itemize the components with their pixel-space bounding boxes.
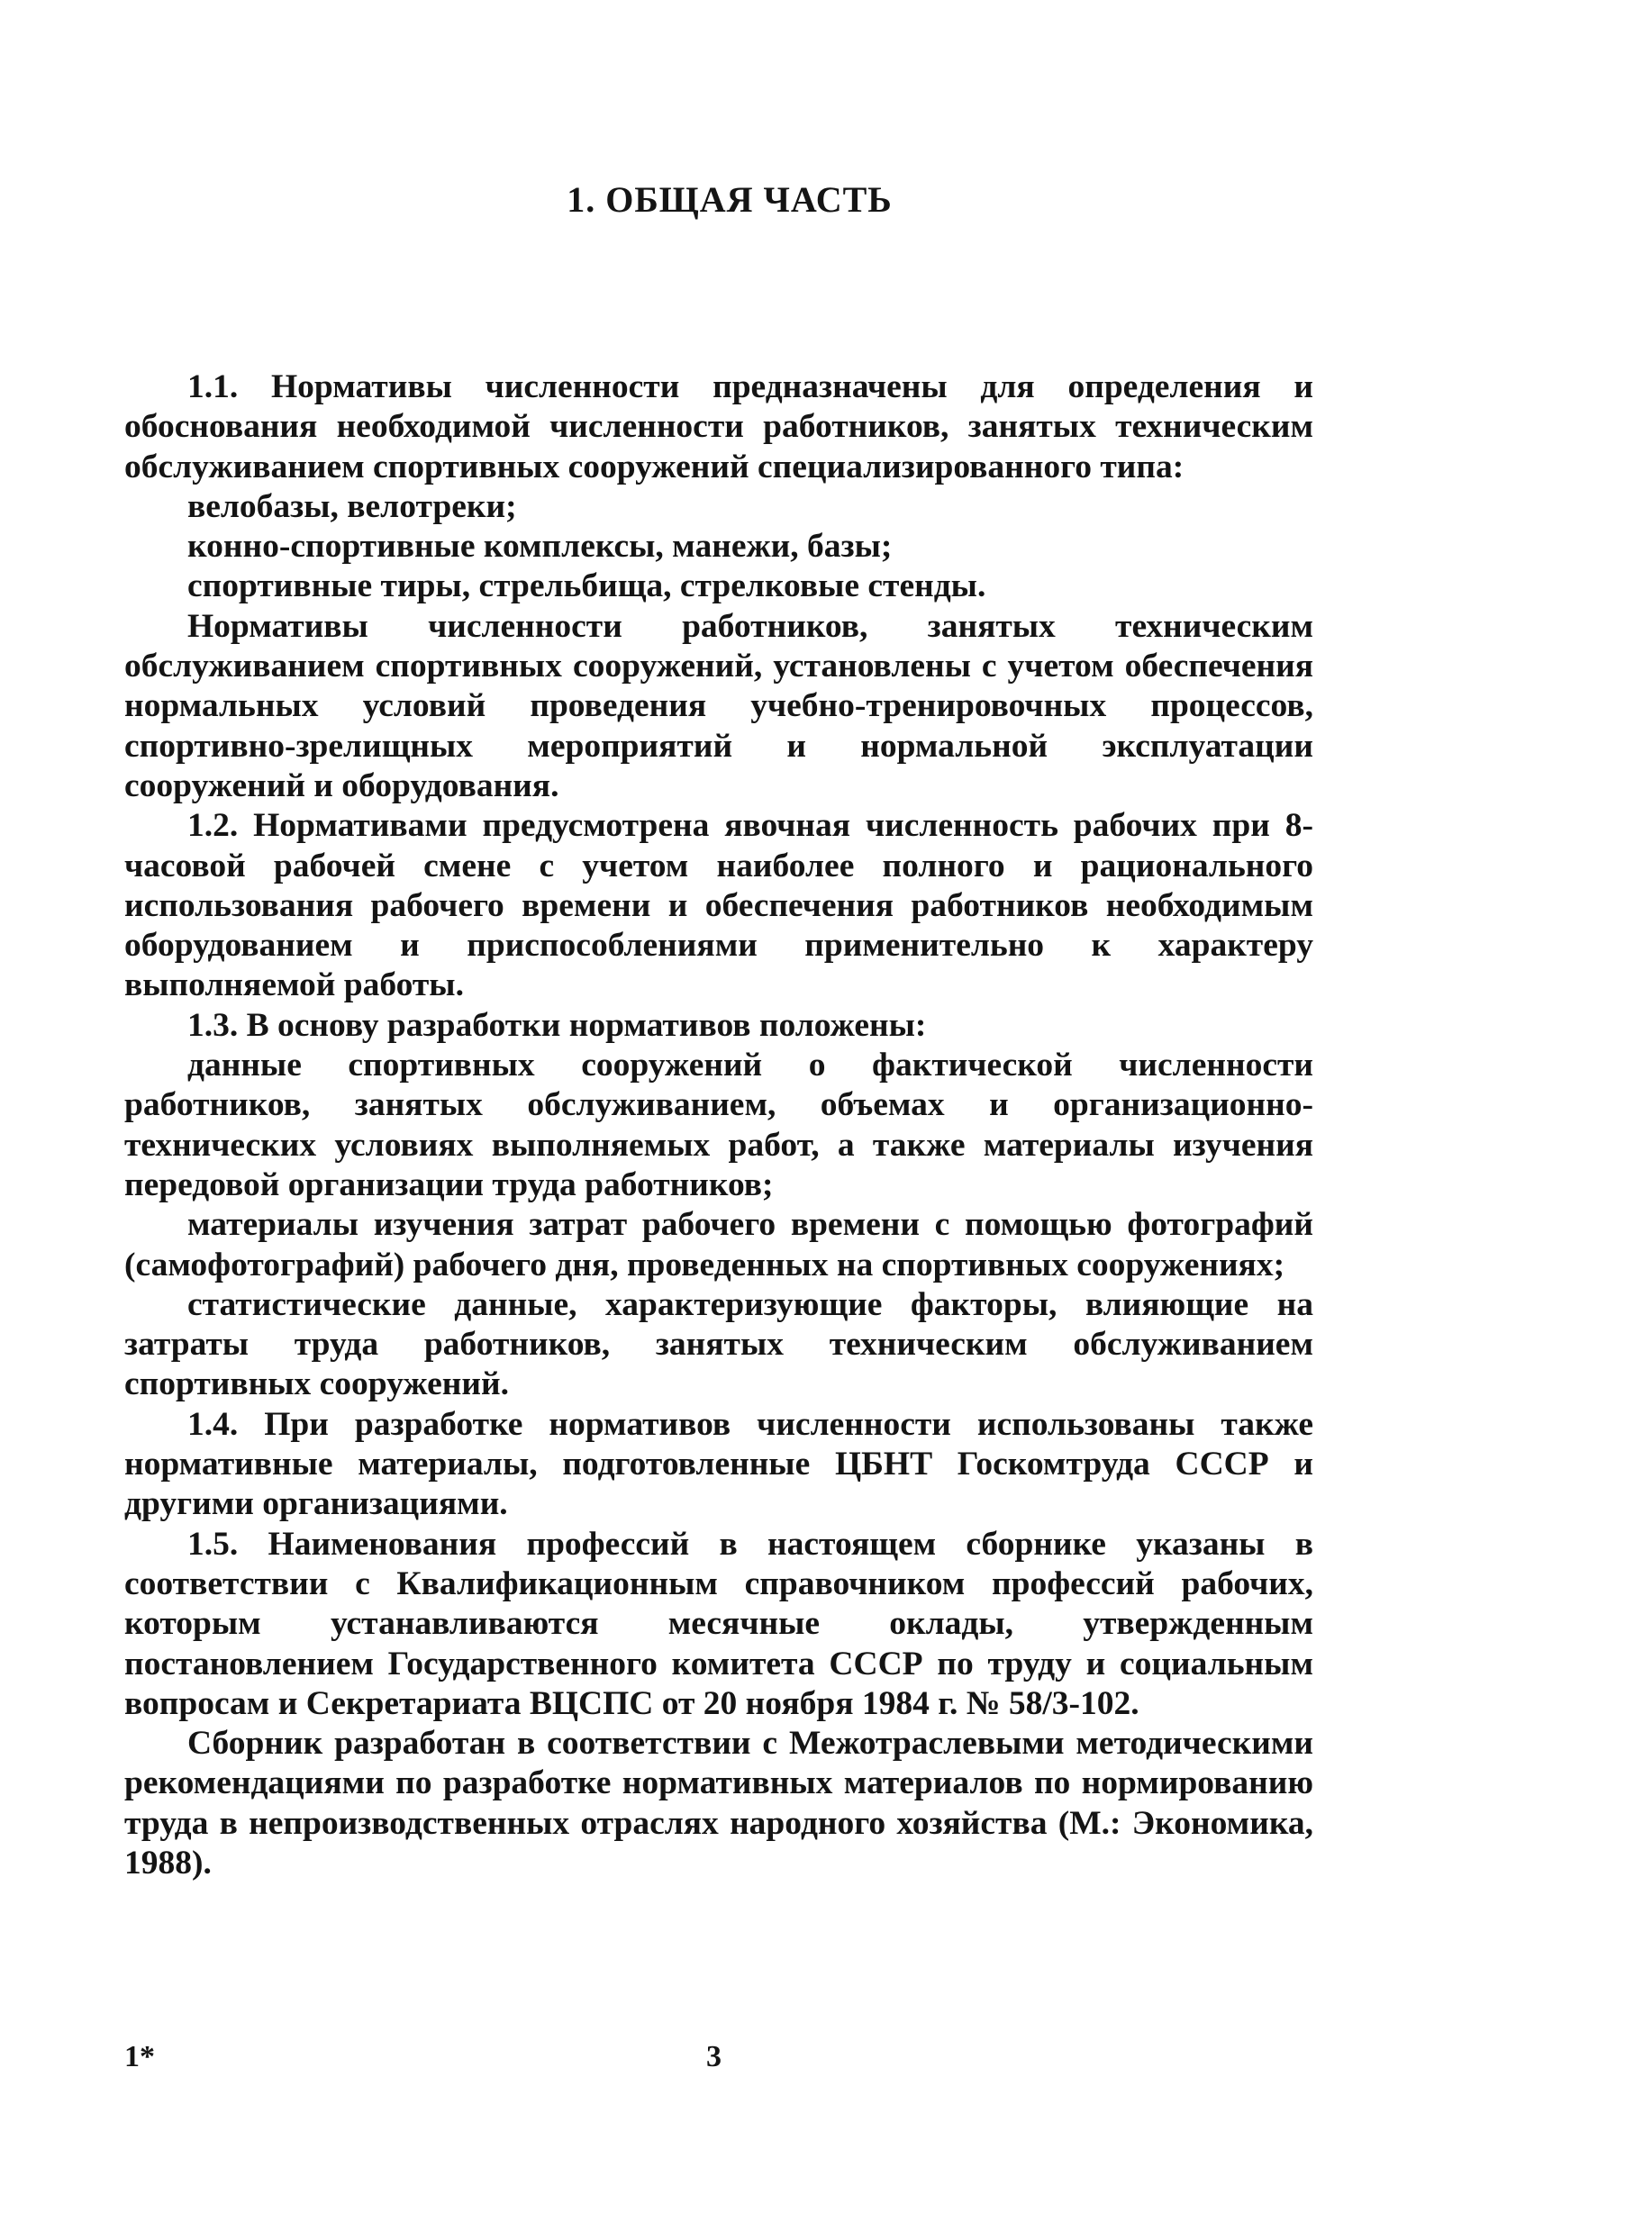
paragraph-statistics: статистические данные, характеризующие факторы, влияющие на затраты труда работников, занятых техническим обслуживанием спортивных сооружений. [124, 1285, 1313, 1403]
section-heading: 1. ОБЩАЯ ЧАСТЬ [567, 179, 893, 220]
paragraph-methodology: Сборник разработан в соответствии с Межотраслевыми методическими рекомендациями по разработке нормативных материалов по нормированию труда в непроизводственных отраслях народного хозяйства (М.: Экономика, 1988). [124, 1725, 1313, 1882]
paragraph-norms-note: Нормативы численности работников, занятых техническим обслуживанием спортивных сооружений, установлены с учетом обеспечения нормальных условий проведения учебно-тренировочных процессов, спортивно-зрелищных мероприятий и нормальной эксплуатации сооружений и оборудования. [124, 607, 1313, 804]
list-item-shooting: спортивные тиры, стрельбища, стрелковые стенды. [187, 567, 986, 605]
document-body [124, 367, 1313, 1883]
paragraph-1-2: 1.2. Нормативами предусмотрена явочная численность рабочих при 8-часовой рабочей смене с учетом наиболее полного и рационального использования рабочего времени и обеспечения работников необходимым оборудованием и приспособлениями применительно к характеру выполняемой работы. [124, 807, 1313, 1004]
paragraph-1-5: 1.5. Наименования профессий в настоящем сборнике указаны в соответствии с Квалификационным справочником профессий рабочих, которым устанавливаются месячные оклады, утвержденным постановлением Государственного комитета СССР по труду и социальным вопросам и Секретариата ВЦСПС от 20 ноября 1984 г. № 58/3-102. [124, 1525, 1313, 1722]
paragraph-1-3: 1.3. В основу разработки нормативов положены: [187, 1006, 927, 1044]
paragraph-time-studies: материалы изучения затрат рабочего времени с помощью фотографий (самофотографий) рабочего дня, проведенных на спортивных сооружениях; [124, 1206, 1313, 1283]
list-item-velobases: велобазы, велотреки; [187, 487, 517, 525]
paragraph-1-4: 1.4. При разработке нормативов численности использованы также нормативные материалы, подготовленные ЦБНТ Госкомтруда СССР и другими организациями. [124, 1405, 1313, 1523]
signature-mark: 1* [124, 2040, 155, 2073]
list-item-equestrian: конно-спортивные комплексы, манежи, базы; [187, 528, 893, 566]
page-number: 3 [706, 2040, 722, 2073]
paragraph-1-1: 1.1. Нормативы численности предназначены для определения и обоснования необходимой численности работников, занятых техническим обслуживанием спортивных сооружений специализированного типа: [124, 368, 1313, 485]
paragraph-data-sources: данные спортивных сооружений о фактической численности работников, занятых обслуживанием, объемах и организационно-технических условиях выполняемых работ, а также материалы изучения передовой организации труда работников; [124, 1047, 1313, 1203]
